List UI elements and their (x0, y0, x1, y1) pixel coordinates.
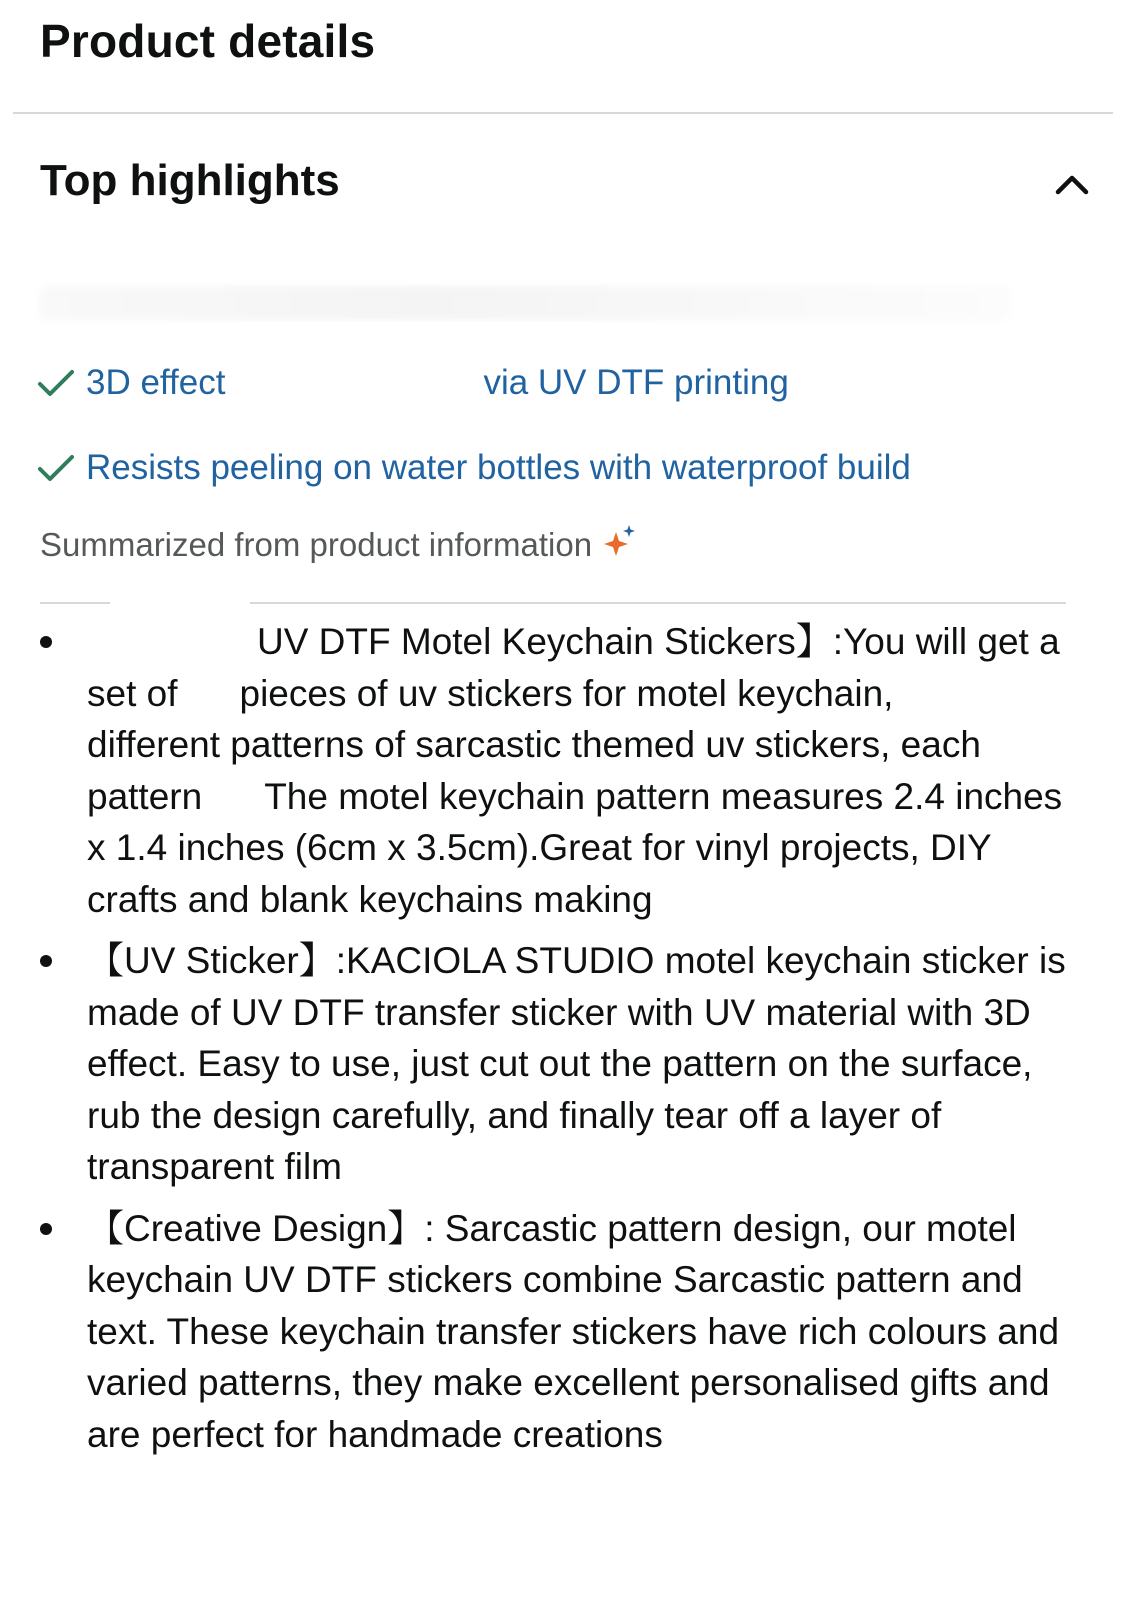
bullet-text-4: The motel keychain pattern measures 2.4 inches x 1.4 inches (6cm x 3.5cm).Great for vinyl projects, DIY crafts and blank keychains making (87, 775, 1063, 920)
highlight-text-start: 3D effect (86, 363, 226, 402)
highlight-text-end: via UV DTF printing (483, 363, 789, 402)
list-item (36, 1203, 1076, 1461)
summary-note (40, 526, 636, 564)
highlight-item (36, 358, 789, 408)
checkmark-icon (36, 363, 76, 403)
bullet-text-1: UV DTF Motel Keychain Stickers】:You will get a set of (87, 621, 1060, 714)
divider (13, 112, 1113, 114)
chevron-up-icon[interactable] (1052, 164, 1092, 204)
page-title: Product details (40, 15, 376, 67)
list-item (36, 935, 1076, 1193)
list-item (36, 616, 1076, 925)
bullet-dot (40, 955, 52, 967)
divider (40, 602, 1066, 604)
section-title: Top highlights (40, 156, 340, 205)
blurred-highlight-row (40, 286, 1010, 320)
checkmark-icon (36, 448, 76, 488)
feature-bullet-list (36, 616, 1076, 1470)
highlight-item (36, 443, 911, 493)
bullet-dot (40, 1223, 52, 1235)
summary-text: Summarized from product information (40, 526, 593, 563)
bullet-text-3: different patterns of sarcastic themed uv stickers, each pattern (87, 724, 981, 817)
bullet-text-2: pieces of uv stickers for motel keychain, (239, 672, 894, 714)
bullet-dot (40, 636, 52, 648)
top-highlights-header[interactable] (0, 150, 1126, 230)
bullet-text: 【UV Sticker】:KACIOLA STUDIO motel keychain sticker is made of UV DTF transfer sticker with UV material with 3D effect. Easy to use, just cut out the pattern on the surface, rub the design carefully, and finally tear off a layer of transparent film (87, 940, 1066, 1187)
bullet-text: 【Creative Design】: Sarcastic pattern design, our motel keychain UV DTF stickers combine Sarcastic pattern and text. These keychain transfer stickers have rich colours and varied patterns, they make excellent personalised gifts and are perfect for handmade creations (87, 1207, 1060, 1455)
sparkle-icon (602, 524, 636, 558)
highlight-text: Resists peeling on water bottles with waterproof build (86, 448, 911, 487)
